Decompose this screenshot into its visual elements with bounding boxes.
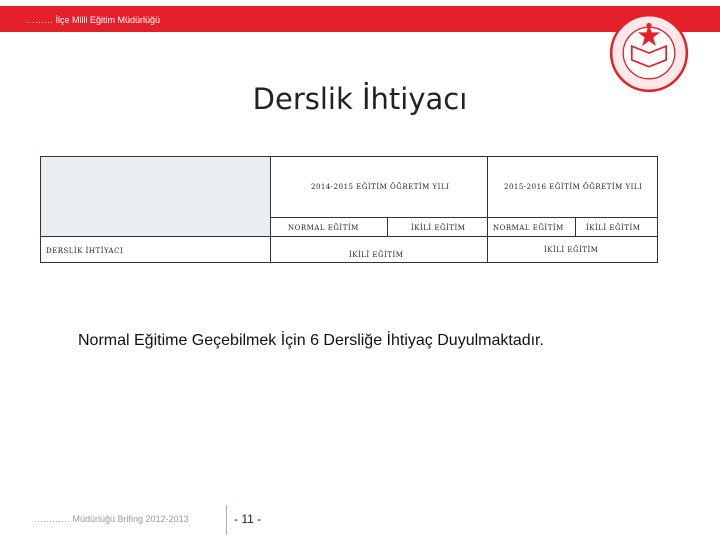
value-2015: İKİLİ EĞİTİM xyxy=(544,246,599,254)
subheader-normal-2014: NORMAL EĞİTİM xyxy=(288,224,359,232)
derslik-table xyxy=(40,156,658,263)
subheader-normal-2015: NORMAL EĞİTİM xyxy=(493,224,564,232)
table-empty-header-cell xyxy=(41,157,270,236)
subheader-ikili-2014: İKİLİ EĞİTİM xyxy=(411,224,466,232)
header-year-2014: 2014-2015 EĞİTİM ÖĞRETİM YILI xyxy=(311,183,450,191)
row-label-derslik: DERSLİK İHTİYACI xyxy=(46,247,124,255)
value-2014: İKİLİ EĞİTİM xyxy=(349,251,404,259)
page-number: - 11 - xyxy=(234,512,262,526)
header-year-2015: 2015-2016 EĞİTİM ÖĞRETİM YILI xyxy=(504,183,643,191)
subheader-ikili-2015: İKİLİ EĞİTİM xyxy=(586,224,641,232)
summary-message: Normal Eğitime Geçebilmek İçin 6 Dersliğe İhtiyaç Duyulmaktadır. xyxy=(78,332,544,349)
page-title: Derslik İhtiyacı xyxy=(252,82,468,116)
footer-text: ………… Müdürlüğü Brifing 2012-2013 xyxy=(34,514,189,524)
footer-divider xyxy=(226,505,227,535)
banner-title: ……… İlçe Milli Eğitim Müdürlüğü xyxy=(26,15,161,25)
